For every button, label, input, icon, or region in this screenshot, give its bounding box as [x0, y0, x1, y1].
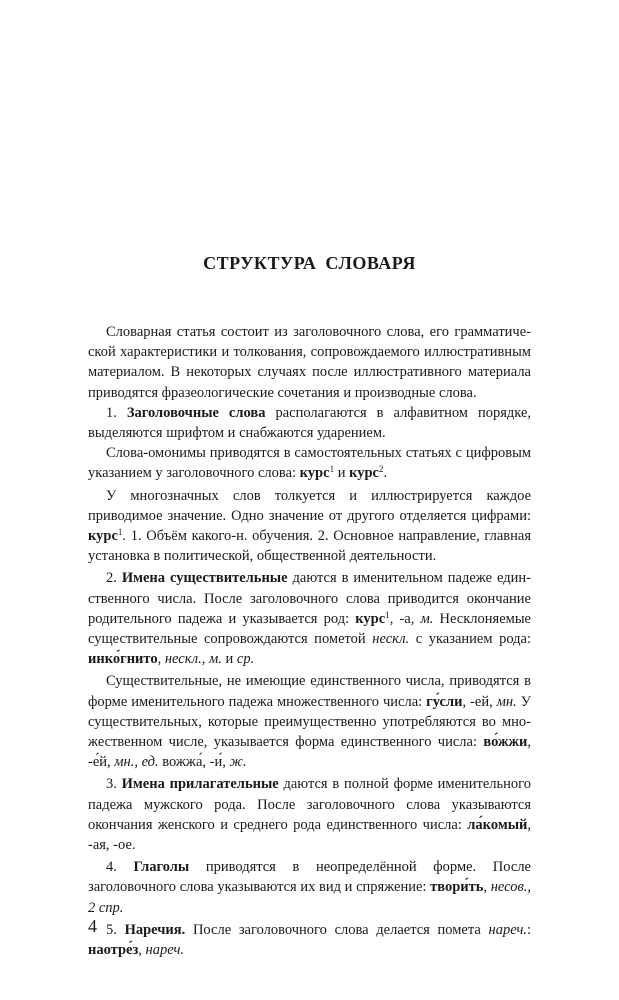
- text-run: 2.: [106, 570, 122, 587]
- text-run: вожжа́, -и́,: [158, 754, 230, 771]
- page-number: 4: [88, 916, 97, 936]
- italic-mark: нареч.: [145, 942, 185, 959]
- text-run: Словарная статья состоит из заголовочного слова, его грамматической характеристики и толкования, сопровождаемого иллюстративным материалом. В некоторых случаях после иллюстративного материала приводятся фразеологические сочетания и производные слова.: [88, 324, 531, 401]
- bold-term: Глаголы: [133, 859, 190, 876]
- text-run: 4.: [106, 859, 134, 876]
- italic-mark: мн.: [496, 693, 517, 710]
- bold-term: во́жжи: [483, 734, 528, 751]
- text-run: и: [221, 651, 237, 668]
- text-run: с указанием рода:: [409, 631, 531, 648]
- bold-term: курс: [299, 465, 330, 482]
- paragraph-polysemy: [88, 486, 531, 567]
- bold-term: Заголовочные слова: [126, 404, 266, 421]
- text-run: 3.: [106, 776, 122, 793]
- text-run: , -а,: [389, 610, 421, 627]
- bold-term: Наречия.: [124, 921, 186, 938]
- italic-mark: несов., 2 спр.: [88, 879, 532, 916]
- text-run: . 1. Объём какого-н. обучения. 2. Основное направление, главная установка в политической, общественной деятельности.: [88, 528, 531, 565]
- text-run: :: [526, 921, 532, 938]
- text-run: , -е́й,: [88, 734, 531, 771]
- text-run: Существительные, не имеющие единственного числа, приводятся в форме именительного падежа множественного числа:: [88, 673, 531, 710]
- homonym-index: 1: [117, 527, 123, 538]
- italic-mark: нескл., м.: [164, 651, 222, 668]
- italic-mark: м.: [420, 610, 434, 627]
- homonym-index: 1: [329, 464, 335, 475]
- text-run: После заголовочного слова делается помета: [185, 921, 489, 938]
- paragraph-adjectives: [88, 774, 531, 855]
- italic-mark: нареч.: [488, 921, 527, 938]
- paragraph-homonyms: [88, 443, 531, 483]
- text-run: .: [383, 465, 388, 482]
- bold-term: курс: [355, 610, 386, 627]
- italic-mark: ср.: [236, 651, 255, 668]
- bold-term: гу́сли: [426, 693, 463, 710]
- bold-term: инко́гнито: [88, 651, 158, 668]
- homonym-index: 1: [385, 609, 390, 620]
- paragraph-intro: [88, 322, 531, 403]
- italic-mark: нескл.: [372, 631, 410, 648]
- text-run: , -ая, -ое.: [88, 816, 531, 854]
- text-run: даются в полной форме именительного падежа мужского рода. После заголовочного слова указываются окончания женского и среднего рода единственного числа:: [88, 776, 531, 833]
- bold-term: твори́ть: [430, 879, 484, 896]
- paragraph-verbs: [88, 857, 531, 918]
- text-run: 5.: [106, 921, 125, 938]
- bold-term: курс: [349, 465, 379, 482]
- text-run: Несклоняемые существительные сопровождаются пометой: [88, 610, 531, 648]
- page-title: СТРУКТУРА СЛОВАРЯ: [203, 253, 416, 273]
- paragraph-plural-nouns: [88, 671, 531, 772]
- paragraph-nouns: [88, 568, 531, 669]
- text-run: и: [334, 465, 350, 482]
- bold-term: Имена существительные: [121, 570, 288, 587]
- text-run: приводятся в неопределённой форме. После заголовочного слова указываются их вид и спряжение:: [88, 859, 531, 896]
- text-run: располагаются в алфавитном порядке, выделяются шрифтом и снабжаются ударением.: [88, 404, 532, 442]
- text-run: У многозначных слов толкуется и иллюстрируется каждое приводимое значение. Одно значение от другого отделяется цифрами:: [88, 487, 531, 524]
- bold-term: курс: [88, 528, 118, 545]
- text-run: ,: [483, 879, 491, 896]
- italic-mark: ж.: [229, 754, 247, 771]
- text-run: , -ей,: [462, 693, 497, 710]
- text-run: даются в именительном падеже единственного числа. После заголовочного слова приводится окончание родительного падежа и указывается род:: [88, 570, 531, 627]
- italic-mark: мн., ед.: [114, 754, 159, 771]
- homonym-index: 2: [378, 464, 384, 475]
- text-run: ,: [138, 942, 146, 959]
- text-run: Слова-омонимы приводятся в самостоятельных статьях с цифровым указанием у заголовочного слова:: [88, 445, 531, 482]
- bold-term: ла́комый: [467, 816, 528, 833]
- text-run: ,: [157, 651, 165, 668]
- bold-term: Имена прилагательные: [121, 776, 279, 793]
- text-run: 1.: [106, 404, 127, 421]
- paragraph-adverbs: [88, 920, 531, 960]
- page-content: [88, 322, 531, 962]
- paragraph-headwords: [88, 403, 531, 443]
- bold-term: наотре́з: [88, 942, 139, 959]
- text-run: У существительных, которые преимущественно употребляются во множественном числе, указывается форма единственного числа:: [88, 693, 531, 751]
